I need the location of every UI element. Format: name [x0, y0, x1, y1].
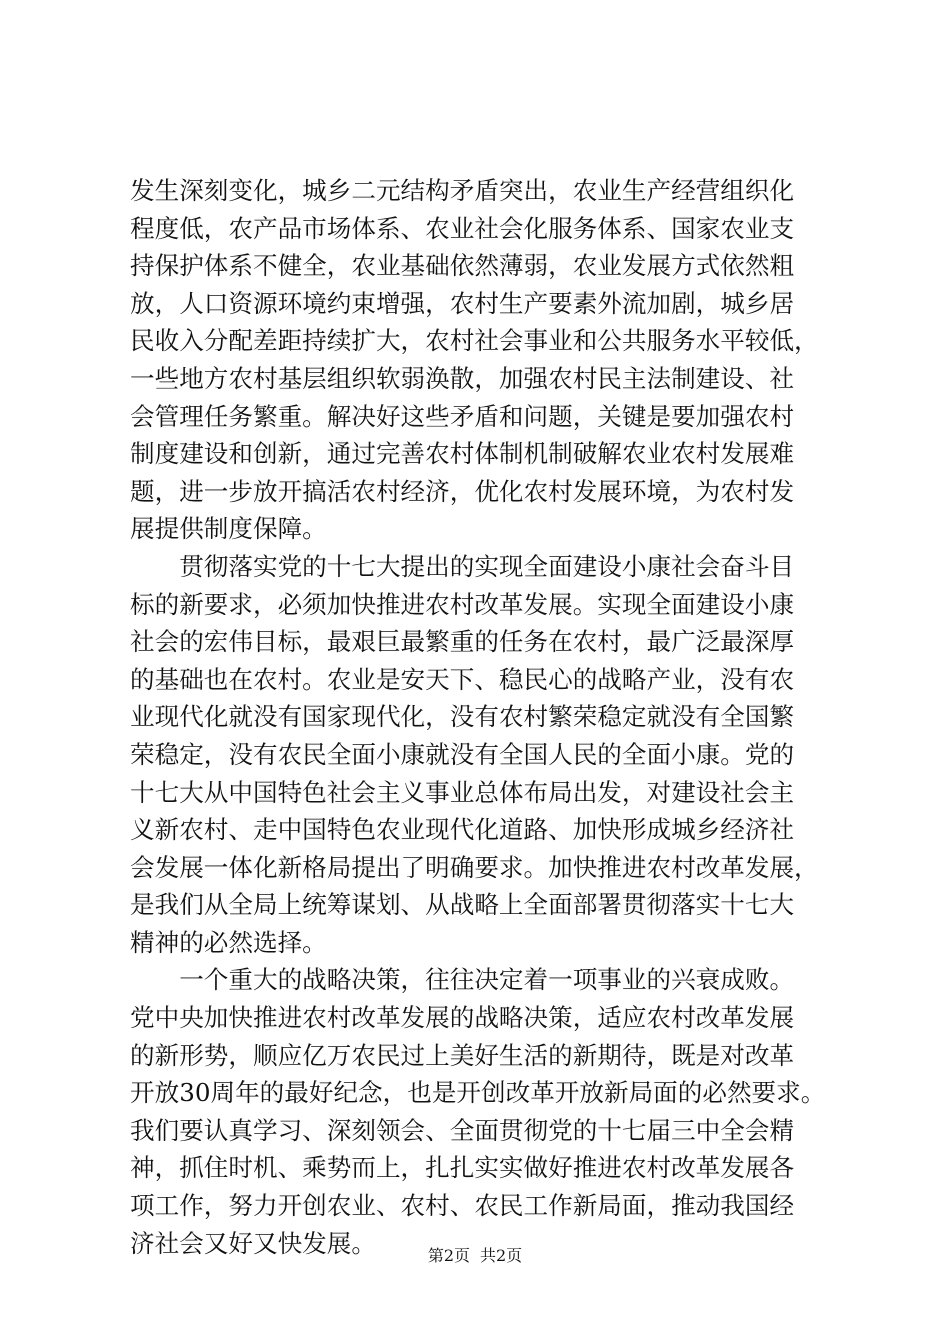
text-line: 义新农村、走中国特色农业现代化道路、加快形成城乡经济社 — [130, 815, 795, 845]
page-number-total: 共2页 — [480, 1246, 523, 1265]
text-line: 业现代化就没有国家现代化，没有农村繁荣稳定就没有全国繁 — [130, 702, 795, 732]
text-line: 的基础也在农村。农业是安天下、稳民心的战略产业，没有农 — [130, 664, 795, 694]
text-line: 贯彻落实党的十七大提出的实现全面建设小康社会奋斗目 — [130, 551, 795, 581]
text-line: 程度低，农产品市场体系、农业社会化服务体系、国家农业支 — [130, 213, 795, 243]
text-line: 一些地方农村基层组织软弱涣散，加强农村民主法制建设、社 — [130, 363, 795, 393]
text-line: 精神的必然选择。 — [130, 927, 327, 957]
text-line: 神，抓住时机、乘势而上，扎扎实实做好推进农村改革发展各 — [130, 1153, 795, 1183]
text-line: 标的新要求，必须加快推进农村改革发展。实现全面建设小康 — [130, 589, 795, 619]
text-line: 社会的宏伟目标，最艰巨最繁重的任务在农村，最广泛最深厚 — [130, 627, 795, 657]
text-line: 开放30周年的最好纪念，也是开创改革开放新局面的必然要求。 — [130, 1078, 826, 1108]
text-line: 十七大从中国特色社会主义事业总体布局出发，对建设社会主 — [130, 777, 795, 807]
text-line: 一个重大的战略决策，往往决定着一项事业的兴衰成败。 — [130, 965, 795, 995]
text-line: 荣稳定，没有农民全面小康就没有全国人民的全面小康。党的 — [130, 739, 795, 769]
text-line: 的新形势，顺应亿万农民过上美好生活的新期待，既是对改革 — [130, 1040, 795, 1070]
text-line: 党中央加快推进农村改革发展的战略决策，适应农村改革发展 — [130, 1003, 795, 1033]
text-line: 制度建设和创新，通过完善农村体制机制破解农业农村发展难 — [130, 439, 795, 469]
text-line: 会管理任务繁重。解决好这些矛盾和问题，关键是要加强农村 — [130, 401, 795, 431]
text-line: 持保护体系不健全，农业基础依然薄弱，农业发展方式依然粗 — [130, 251, 795, 281]
page-number-current: 第2页 — [427, 1246, 470, 1265]
text-line: 我们要认真学习、深刻领会、全面贯彻党的十七届三中全会精 — [130, 1115, 795, 1145]
text-line: 展提供制度保障。 — [130, 514, 327, 544]
document-body — [130, 172, 850, 1262]
text-line: 民收入分配差距持续扩大，农村社会事业和公共服务水平较低， — [130, 326, 819, 356]
text-line: 发生深刻变化，城乡二元结构矛盾突出，农业生产经营组织化 — [130, 176, 795, 205]
text-line: 是我们从全局上统筹谋划、从战略上全面部署贯彻落实十七大 — [130, 890, 795, 920]
text-line: 放，人口资源环境约束增强，农村生产要素外流加剧，城乡居 — [130, 288, 795, 318]
page-footer — [0, 1246, 950, 1266]
text-line: 题，进一步放开搞活农村经济，优化农村发展环境，为农村发 — [130, 476, 795, 506]
text-line: 项工作，努力开创农业、农村、农民工作新局面，推动我国经 — [130, 1191, 795, 1221]
text-line: 济社会又好又快发展。 — [130, 1228, 376, 1258]
text-line: 会发展一体化新格局提出了明确要求。加快推进农村改革发展， — [130, 852, 819, 882]
